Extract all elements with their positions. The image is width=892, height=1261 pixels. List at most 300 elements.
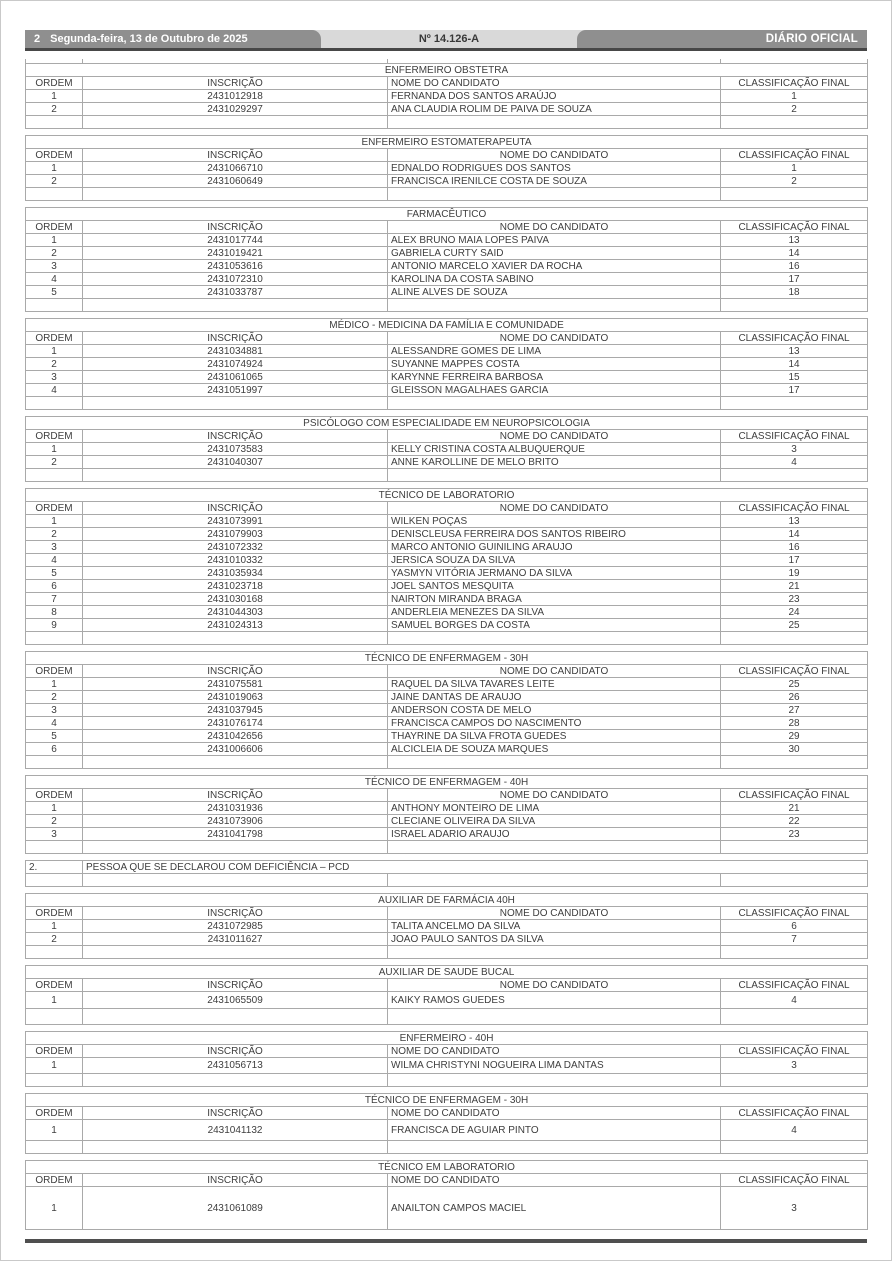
cell-inscricao: 2431029297: [83, 103, 388, 116]
column-header-inscricao: INSCRIÇÃO: [83, 1174, 388, 1187]
cell-classificacao: 30: [721, 743, 868, 756]
table-title-row: [26, 776, 868, 789]
cell-ordem: 2: [26, 456, 83, 469]
cell-inscricao: 2431030168: [83, 593, 388, 606]
column-header-classificacao: CLASSIFICAÇÃO FINAL: [721, 502, 868, 515]
cell-classificacao: 17: [721, 384, 868, 397]
table-row: [26, 358, 868, 371]
cell-nome: ANNE KAROLLINE DE MELO BRITO: [388, 456, 721, 469]
column-header-ordem: ORDEM: [26, 332, 83, 345]
table-title-row: [26, 1161, 868, 1174]
spacer-cell: [388, 469, 721, 482]
cell-nome: ALEX BRUNO MAIA LOPES PAIVA: [388, 234, 721, 247]
cell-ordem: 1: [26, 515, 83, 528]
spacer-cell: [721, 841, 868, 854]
spacer-cell: [26, 469, 83, 482]
table-row: [26, 691, 868, 704]
cell-classificacao: 24: [721, 606, 868, 619]
masthead-title: DIÁRIO OFICIAL: [577, 30, 867, 48]
table-row: [26, 528, 868, 541]
cell-ordem: 3: [26, 828, 83, 841]
spacer-cell: [83, 116, 388, 129]
spacer-cell: [83, 397, 388, 410]
spacer-cell: [388, 397, 721, 410]
cell-classificacao: 17: [721, 554, 868, 567]
table-title-row: [26, 966, 868, 979]
cell-inscricao: 2431061089: [83, 1187, 388, 1230]
table-row: [26, 606, 868, 619]
spacer-cell: [83, 946, 388, 959]
cell-nome: KAROLINA DA COSTA SABINO: [388, 273, 721, 286]
cell-classificacao: 2: [721, 103, 868, 116]
cell-classificacao: 25: [721, 678, 868, 691]
cell-classificacao: 26: [721, 691, 868, 704]
spacer-cell: [26, 299, 83, 312]
column-header-ordem: ORDEM: [26, 1174, 83, 1187]
table-row: [26, 273, 868, 286]
tables-area: [25, 59, 867, 1230]
column-header-inscricao: INSCRIÇÃO: [83, 502, 388, 515]
column-header-inscricao: INSCRIÇÃO: [83, 430, 388, 443]
spacer-cell: [26, 632, 83, 645]
spacer-cell: [83, 1009, 388, 1025]
table-title: TÉCNICO EM LABORATORIO: [26, 1161, 868, 1174]
spacer-row: [26, 299, 868, 312]
cell-classificacao: 21: [721, 580, 868, 593]
column-header-nome: NOME DO CANDIDATO: [388, 907, 721, 920]
column-header-ordem: ORDEM: [26, 77, 83, 90]
column-header-ordem: ORDEM: [26, 221, 83, 234]
cell-nome: JAINE DANTAS DE ARAUJO: [388, 691, 721, 704]
table-title: AUXILIAR DE SAUDE BUCAL: [26, 966, 868, 979]
results-table: [25, 1160, 868, 1230]
cell-classificacao: 13: [721, 515, 868, 528]
cell-ordem: 4: [26, 554, 83, 567]
column-header-ordem: ORDEM: [26, 1045, 83, 1058]
column-header-inscricao: INSCRIÇÃO: [83, 221, 388, 234]
cell-inscricao: 2431034881: [83, 345, 388, 358]
cell-nome: ISRAEL ADARIO ARAUJO: [388, 828, 721, 841]
results-table: [25, 207, 868, 312]
spacer-cell: [388, 1009, 721, 1025]
cell-nome: FRANCISCA DE AGUIAR PINTO: [388, 1120, 721, 1141]
table-row: [26, 260, 868, 273]
table-row: [26, 103, 868, 116]
column-header-nome: NOME DO CANDIDATO: [388, 1107, 721, 1120]
cell-classificacao: 15: [721, 371, 868, 384]
spacer-row: [26, 841, 868, 854]
cell-nome: CLECIANE OLIVEIRA DA SILVA: [388, 815, 721, 828]
spacer-cell: [388, 116, 721, 129]
cell-inscricao: 2431019421: [83, 247, 388, 260]
table-title-row: [26, 1032, 868, 1045]
cell-nome: KAIKY RAMOS GUEDES: [388, 992, 721, 1009]
cell-classificacao: 17: [721, 273, 868, 286]
cell-ordem: 1: [26, 802, 83, 815]
masthead-underline: [25, 48, 867, 51]
table-row: [26, 345, 868, 358]
cell-inscricao: 2431056713: [83, 1058, 388, 1074]
spacer-cell: [721, 874, 868, 887]
results-table: [25, 488, 868, 645]
column-header-ordem: ORDEM: [26, 907, 83, 920]
cell-nome: KARYNNE FERREIRA BARBOSA: [388, 371, 721, 384]
column-header-nome: NOME DO CANDIDATO: [388, 221, 721, 234]
cell-inscricao: 2431073906: [83, 815, 388, 828]
cell-classificacao: 4: [721, 992, 868, 1009]
table-row: [26, 90, 868, 103]
cell-ordem: 1: [26, 1187, 83, 1230]
cell-nome: ANA CLAUDIA ROLIM DE PAIVA DE SOUZA: [388, 103, 721, 116]
cell-nome: FERNANDA DOS SANTOS ARAÚJO: [388, 90, 721, 103]
cell-ordem: 1: [26, 920, 83, 933]
cell-nome: EDNALDO RODRIGUES DOS SANTOS: [388, 162, 721, 175]
column-header-inscricao: INSCRIÇÃO: [83, 789, 388, 802]
cell-classificacao: 16: [721, 541, 868, 554]
cell-classificacao: 1: [721, 162, 868, 175]
cell-classificacao: 4: [721, 1120, 868, 1141]
table-row: [26, 1187, 868, 1230]
page-bottom-rule: [25, 1239, 867, 1243]
spacer-cell: [721, 116, 868, 129]
table-title-row: [26, 208, 868, 221]
cell-ordem: 3: [26, 541, 83, 554]
table-row: [26, 384, 868, 397]
table-row: [26, 1058, 868, 1074]
cell-nome: GLEISSON MAGALHAES GARCIA: [388, 384, 721, 397]
spacer-cell: [721, 946, 868, 959]
cell-classificacao: 2: [721, 175, 868, 188]
table-row: [26, 704, 868, 717]
column-header-nome: NOME DO CANDIDATO: [388, 979, 721, 992]
pcd-note-text: PESSOA QUE SE DECLAROU COM DEFICIÊNCIA – PCD: [83, 861, 868, 874]
table-title-row: [26, 489, 868, 502]
cell-inscricao: 2431017744: [83, 234, 388, 247]
cell-classificacao: 23: [721, 828, 868, 841]
column-header-classificacao: CLASSIFICAÇÃO FINAL: [721, 77, 868, 90]
cell-inscricao: 2431051997: [83, 384, 388, 397]
cell-nome: JOAO PAULO SANTOS DA SILVA: [388, 933, 721, 946]
spacer-cell: [26, 756, 83, 769]
cell-ordem: 1: [26, 992, 83, 1009]
cell-classificacao: 29: [721, 730, 868, 743]
cell-inscricao: 2431061065: [83, 371, 388, 384]
table-title-row: [26, 319, 868, 332]
cell-nome: ALCICLEIA DE SOUZA MARQUES: [388, 743, 721, 756]
cell-nome: ANTHONY MONTEIRO DE LIMA: [388, 802, 721, 815]
results-table: [25, 416, 868, 482]
table-row: [26, 730, 868, 743]
table-title: ENFERMEIRO OBSTETRA: [26, 64, 868, 77]
cell-inscricao: 2431060649: [83, 175, 388, 188]
column-header-nome: NOME DO CANDIDATO: [388, 1174, 721, 1187]
table-row: [26, 743, 868, 756]
table-header-row: [26, 77, 868, 90]
pcd-note-number: 2.: [26, 861, 83, 874]
results-table: [25, 965, 868, 1025]
spacer-cell: [721, 756, 868, 769]
cell-ordem: 1: [26, 1058, 83, 1074]
cell-nome: JERSICA SOUZA DA SILVA: [388, 554, 721, 567]
spacer-cell: [83, 469, 388, 482]
spacer-row: [26, 946, 868, 959]
cell-nome: YASMYN VITÓRIA JERMANO DA SILVA: [388, 567, 721, 580]
table-row: [26, 678, 868, 691]
table-header-row: [26, 502, 868, 515]
cell-classificacao: 14: [721, 247, 868, 260]
results-table: [25, 59, 868, 129]
table-row: [26, 234, 868, 247]
column-header-classificacao: CLASSIFICAÇÃO FINAL: [721, 665, 868, 678]
cell-inscricao: 2431035934: [83, 567, 388, 580]
spacer-row: [26, 874, 868, 887]
cell-classificacao: 13: [721, 234, 868, 247]
results-table: [25, 775, 868, 854]
cell-ordem: 5: [26, 286, 83, 299]
cell-inscricao: 2431041132: [83, 1120, 388, 1141]
cell-inscricao: 2431019063: [83, 691, 388, 704]
cell-inscricao: 2431040307: [83, 456, 388, 469]
cell-classificacao: 14: [721, 528, 868, 541]
column-header-ordem: ORDEM: [26, 789, 83, 802]
spacer-cell: [83, 756, 388, 769]
cell-ordem: 7: [26, 593, 83, 606]
column-header-ordem: ORDEM: [26, 502, 83, 515]
cell-ordem: 8: [26, 606, 83, 619]
results-table: [25, 893, 868, 959]
cell-inscricao: 2431044303: [83, 606, 388, 619]
column-header-classificacao: CLASSIFICAÇÃO FINAL: [721, 1107, 868, 1120]
table-row: [26, 286, 868, 299]
cell-nome: TALITA ANCELMO DA SILVA: [388, 920, 721, 933]
cell-inscricao: 2431073583: [83, 443, 388, 456]
cell-ordem: 4: [26, 384, 83, 397]
cell-classificacao: 22: [721, 815, 868, 828]
cell-inscricao: 2431037945: [83, 704, 388, 717]
cell-ordem: 2: [26, 933, 83, 946]
table-row: [26, 162, 868, 175]
spacer-cell: [388, 874, 721, 887]
cell-ordem: 5: [26, 567, 83, 580]
spacer-cell: [388, 188, 721, 201]
spacer-cell: [26, 1141, 83, 1154]
spacer-cell: [388, 299, 721, 312]
cell-inscricao: 2431041798: [83, 828, 388, 841]
spacer-cell: [388, 632, 721, 645]
table-title-row: [26, 1094, 868, 1107]
cell-inscricao: 2431042656: [83, 730, 388, 743]
table-title-row: [26, 417, 868, 430]
column-header-nome: NOME DO CANDIDATO: [388, 502, 721, 515]
column-header-nome: NOME DO CANDIDATO: [388, 149, 721, 162]
cell-classificacao: 3: [721, 443, 868, 456]
cell-ordem: 9: [26, 619, 83, 632]
results-table: [25, 1031, 868, 1087]
cell-inscricao: 2431072310: [83, 273, 388, 286]
cell-inscricao: 2431031936: [83, 802, 388, 815]
cell-nome: GABRIELA CURTY SAID: [388, 247, 721, 260]
results-table: [25, 1093, 868, 1154]
table-title: ENFERMEIRO ESTOMATERAPEUTA: [26, 136, 868, 149]
spacer-cell: [26, 1074, 83, 1087]
spacer-cell: [721, 299, 868, 312]
column-header-inscricao: INSCRIÇÃO: [83, 149, 388, 162]
table-row: [26, 567, 868, 580]
cell-ordem: 1: [26, 1120, 83, 1141]
table-row: [26, 456, 868, 469]
cell-ordem: 6: [26, 580, 83, 593]
cell-classificacao: 23: [721, 593, 868, 606]
table-header-row: [26, 1107, 868, 1120]
column-header-classificacao: CLASSIFICAÇÃO FINAL: [721, 332, 868, 345]
spacer-row: [26, 632, 868, 645]
spacer-row: [26, 397, 868, 410]
spacer-cell: [26, 1009, 83, 1025]
cell-inscricao: 2431075581: [83, 678, 388, 691]
spacer-cell: [721, 469, 868, 482]
table-row: [26, 175, 868, 188]
cell-inscricao: 2431074924: [83, 358, 388, 371]
masthead-right-segment: [577, 30, 867, 48]
spacer-cell: [388, 756, 721, 769]
spacer-row: [26, 1074, 868, 1087]
cell-classificacao: 1: [721, 90, 868, 103]
table-row: [26, 802, 868, 815]
spacer-cell: [388, 1074, 721, 1087]
cell-inscricao: 2431010332: [83, 554, 388, 567]
table-title: AUXILIAR DE FARMÁCIA 40H: [26, 894, 868, 907]
cell-inscricao: 2431076174: [83, 717, 388, 730]
cell-ordem: 2: [26, 691, 83, 704]
spacer-row: [26, 469, 868, 482]
cell-nome: ANDERLEIA MENEZES DA SILVA: [388, 606, 721, 619]
cell-classificacao: 6: [721, 920, 868, 933]
column-header-ordem: ORDEM: [26, 665, 83, 678]
results-table: [25, 318, 868, 410]
cell-nome: JOEL SANTOS MESQUITA: [388, 580, 721, 593]
cell-inscricao: 2431072985: [83, 920, 388, 933]
column-header-nome: NOME DO CANDIDATO: [388, 1045, 721, 1058]
cell-nome: DENISCLEUSA FERREIRA DOS SANTOS RIBEIRO: [388, 528, 721, 541]
cell-ordem: 2: [26, 358, 83, 371]
masthead-bar: [25, 30, 867, 48]
table-header-row: [26, 979, 868, 992]
spacer-cell: [83, 188, 388, 201]
table-title: TÉCNICO DE ENFERMAGEM - 30H: [26, 1094, 868, 1107]
cell-nome: WILMA CHRISTYNI NOGUEIRA LIMA DANTAS: [388, 1058, 721, 1074]
spacer-cell: [26, 397, 83, 410]
cell-ordem: 2: [26, 247, 83, 260]
cell-inscricao: 2431065509: [83, 992, 388, 1009]
spacer-cell: [388, 1141, 721, 1154]
table-row: [26, 247, 868, 260]
pcd-note-table: [25, 860, 868, 887]
spacer-cell: [26, 874, 83, 887]
cell-classificacao: 3: [721, 1058, 868, 1074]
column-header-classificacao: CLASSIFICAÇÃO FINAL: [721, 789, 868, 802]
cell-nome: ALINE ALVES DE SOUZA: [388, 286, 721, 299]
page-number: 2: [34, 33, 41, 45]
table-row: [26, 541, 868, 554]
cell-ordem: 4: [26, 273, 83, 286]
table-title-row: [26, 136, 868, 149]
table-row: [26, 992, 868, 1009]
cell-classificacao: 21: [721, 802, 868, 815]
table-row: [26, 443, 868, 456]
column-header-nome: NOME DO CANDIDATO: [388, 332, 721, 345]
header-date: Segunda-feira, 13 de Outubro de 2025: [50, 33, 248, 45]
table-row: [26, 593, 868, 606]
table-row: [26, 371, 868, 384]
cell-inscricao: 2431072332: [83, 541, 388, 554]
cell-classificacao: 14: [721, 358, 868, 371]
column-header-ordem: ORDEM: [26, 430, 83, 443]
cell-inscricao: 2431079903: [83, 528, 388, 541]
table-title: FARMACÊUTICO: [26, 208, 868, 221]
spacer-cell: [721, 397, 868, 410]
cell-nome: ANAILTON CAMPOS MACIEL: [388, 1187, 721, 1230]
cell-classificacao: 19: [721, 567, 868, 580]
cell-ordem: 3: [26, 371, 83, 384]
cell-ordem: 1: [26, 443, 83, 456]
cell-ordem: 1: [26, 234, 83, 247]
spacer-row: [26, 188, 868, 201]
column-header-inscricao: INSCRIÇÃO: [83, 907, 388, 920]
cell-ordem: 1: [26, 345, 83, 358]
table-row: [26, 619, 868, 632]
column-header-inscricao: INSCRIÇÃO: [83, 979, 388, 992]
spacer-cell: [388, 946, 721, 959]
table-title: TÉCNICO DE ENFERMAGEM - 30H: [26, 652, 868, 665]
cell-ordem: 2: [26, 815, 83, 828]
table-header-row: [26, 665, 868, 678]
cell-inscricao: 2431012918: [83, 90, 388, 103]
column-header-inscricao: INSCRIÇÃO: [83, 665, 388, 678]
table-row: [26, 515, 868, 528]
table-header-row: [26, 221, 868, 234]
cell-inscricao: 2431073991: [83, 515, 388, 528]
cell-nome: WILKEN POÇAS: [388, 515, 721, 528]
cell-nome: ANDERSON COSTA DE MELO: [388, 704, 721, 717]
cell-inscricao: 2431033787: [83, 286, 388, 299]
spacer-cell: [26, 841, 83, 854]
gazette-page: [1, 30, 891, 1243]
pcd-note-row: [26, 861, 868, 874]
cell-inscricao: 2431053616: [83, 260, 388, 273]
cell-inscricao: 2431011627: [83, 933, 388, 946]
cell-ordem: 2: [26, 528, 83, 541]
spacer-row: [26, 116, 868, 129]
column-header-nome: NOME DO CANDIDATO: [388, 430, 721, 443]
spacer-cell: [26, 116, 83, 129]
cell-classificacao: 13: [721, 345, 868, 358]
column-header-classificacao: CLASSIFICAÇÃO FINAL: [721, 430, 868, 443]
column-header-nome: NOME DO CANDIDATO: [388, 789, 721, 802]
table-title-row: [26, 652, 868, 665]
cell-nome: ANTONIO MARCELO XAVIER DA ROCHA: [388, 260, 721, 273]
results-table: [25, 135, 868, 201]
spacer-cell: [83, 841, 388, 854]
edition-number: Nº 14.126-A: [321, 30, 577, 48]
spacer-cell: [83, 1141, 388, 1154]
cell-classificacao: 18: [721, 286, 868, 299]
spacer-cell: [721, 1009, 868, 1025]
cell-ordem: 1: [26, 90, 83, 103]
table-header-row: [26, 430, 868, 443]
column-header-nome: NOME DO CANDIDATO: [388, 665, 721, 678]
cell-inscricao: 2431006606: [83, 743, 388, 756]
cell-ordem: 5: [26, 730, 83, 743]
